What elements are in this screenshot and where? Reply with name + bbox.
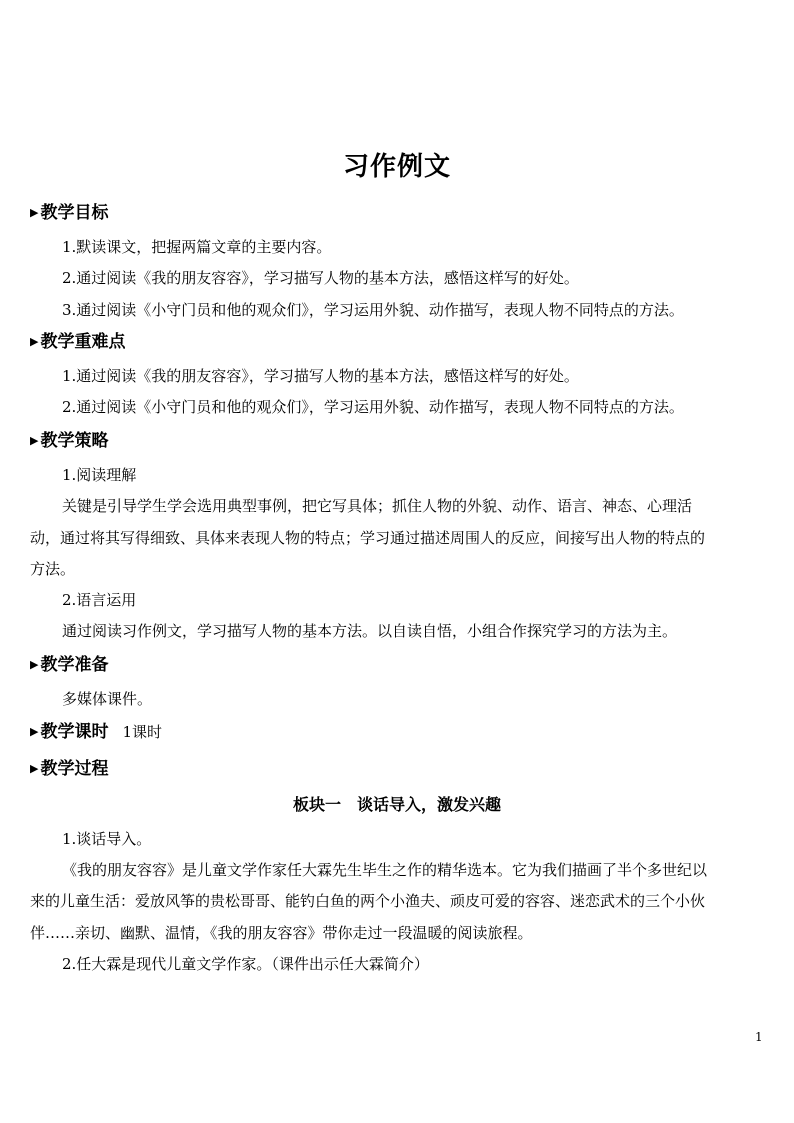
- goal-item-3: 3.通过阅读《小守门员和他的观众们》，学习运用外貌、动作描写，表现人物不同特点的方法。: [62, 301, 684, 319]
- key-point-item-2: 2.通过阅读《小守门员和他的观众们》，学习运用外貌、动作描写，表现人物不同特点的方法。: [62, 398, 684, 416]
- triangle-bullet-icon: ▶: [30, 434, 39, 447]
- triangle-bullet-icon: ▶: [30, 658, 39, 671]
- triangle-bullet-icon: ▶: [30, 725, 39, 738]
- process-item-1: 1.谈话导入。: [62, 830, 152, 848]
- hours-value: 1课时: [122, 723, 163, 741]
- prep-text: 多媒体课件。: [62, 690, 153, 708]
- goal-item-1: 1.默读课文，把握两篇文章的主要内容。: [62, 238, 332, 256]
- strategy-paragraph-2: 通过阅读习作例文，学习描写人物的基本方法。以自读自悟，小组合作探究学习的方法为主。: [62, 622, 678, 640]
- triangle-bullet-icon: ▶: [30, 335, 39, 348]
- section-heading-key-points: ▶ 教学重难点: [30, 332, 126, 352]
- process-paragraph-line-3: 伴……亲切、幽默、温情，《我的朋友容容》带你走过一段温暖的阅读旅程。: [30, 924, 533, 942]
- triangle-bullet-icon: ▶: [30, 762, 39, 775]
- section-heading-process: ▶ 教学过程: [30, 759, 109, 779]
- process-paragraph-line-1: 《我的朋友容容》是儿童文学作家任大霖先生毕生之作的精华选本。它为我们描画了半个多世纪以: [62, 861, 708, 879]
- key-point-item-1: 1.通过阅读《我的朋友容容》，学习描写人物的基本方法，感悟这样写的好处。: [62, 367, 579, 385]
- block-title: 板块一 谈话导入，激发兴趣: [292, 795, 501, 814]
- strategy-subheading-2: 2.语言运用: [62, 591, 137, 609]
- strategy-subheading-1: 1.阅读理解: [62, 466, 137, 484]
- page-number: 1: [755, 1030, 763, 1044]
- triangle-bullet-icon: ▶: [30, 206, 39, 219]
- section-heading-hours: ▶ 教学课时 1课时: [30, 722, 163, 742]
- section-heading-goals: ▶ 教学目标: [30, 203, 109, 223]
- goal-item-2: 2.通过阅读《我的朋友容容》，学习描写人物的基本方法，感悟这样写的好处。: [62, 269, 579, 287]
- strategy-paragraph-1-line-1: 关键是引导学生学会选用典型事例，把它写具体；抓住人物的外貌、动作、语言、神态、心理活: [62, 497, 693, 515]
- process-item-2: 2.任大霖是现代儿童文学作家。（课件出示任大霖简介）: [62, 955, 429, 973]
- section-heading-prep: ▶ 教学准备: [30, 655, 109, 675]
- section-heading-strategy: ▶ 教学策略: [30, 431, 109, 451]
- strategy-paragraph-1-line-3: 方法。: [30, 560, 76, 578]
- strategy-paragraph-1-line-2: 动，通过将其写得细致、具体来表现人物的特点；学习通过描述周围人的反应，间接写出人物的特点的: [30, 529, 706, 547]
- page-title: 习作例文: [342, 152, 451, 182]
- process-paragraph-line-2: 来的儿童生活：爱放风筝的贵松哥哥、能钓白鱼的两个小渔夫、顽皮可爱的容容、迷恋武术的三个小伙: [30, 892, 706, 910]
